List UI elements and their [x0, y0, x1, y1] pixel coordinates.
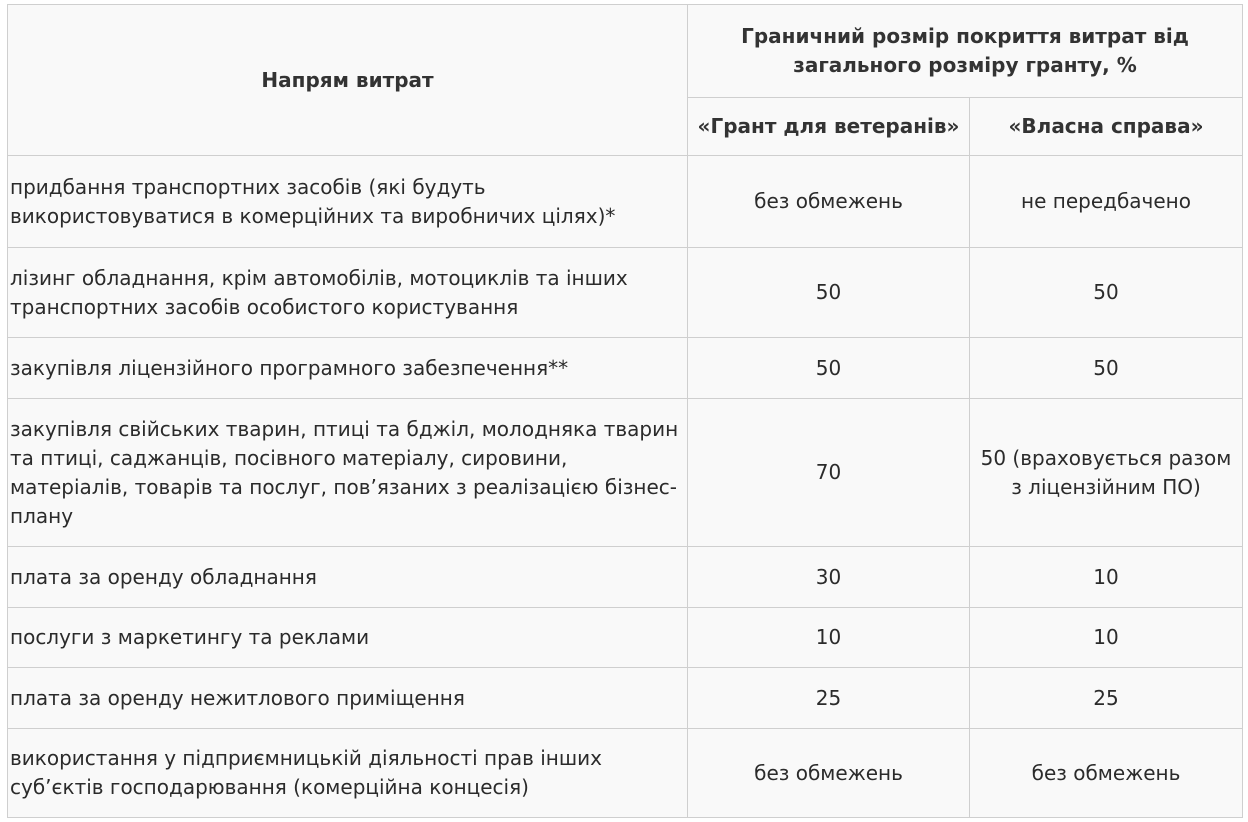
table-row [8, 547, 1243, 608]
expense-direction: придбання транспортних засобів (які будуть використовуватися в комерційних та виробничих цілях)* [8, 156, 688, 248]
header-direction: Напрям витрат [8, 5, 688, 156]
expense-direction: плата за оренду нежитлового приміщення [8, 668, 688, 729]
expense-direction: використання у підприємницькій діяльності прав інших суб’єктів господарювання (комерційна концесія) [8, 729, 688, 818]
header-program-veterans: «Грант для ветеранів» [688, 98, 970, 156]
veterans-limit: 10 [688, 608, 970, 668]
veterans-limit: 70 [688, 399, 970, 547]
table-row [8, 729, 1243, 818]
table-row [8, 399, 1243, 547]
own-business-limit: 25 [970, 668, 1243, 729]
header-program-own-business: «Власна справа» [970, 98, 1243, 156]
expense-direction: послуги з маркетингу та реклами [8, 608, 688, 668]
own-business-limit: 10 [970, 547, 1243, 608]
table-row [8, 248, 1243, 338]
veterans-limit: 50 [688, 338, 970, 399]
own-business-limit: 50 (враховується разом з ліцензійним ПО) [970, 399, 1243, 547]
header-limit: Граничний розмір покриття витрат від загального розміру гранту, % [688, 5, 1243, 98]
expense-direction: закупівля свійських тварин, птиці та бджіл, молодняка тварин та птиці, саджанців, посівного матеріалу, сировини, матеріалів, товарів та послуг, пов’язаних з реалізацією бізнес-плану [8, 399, 688, 547]
veterans-limit: без обмежень [688, 729, 970, 818]
grant-expenses-table [7, 4, 1243, 818]
table-row [8, 668, 1243, 729]
veterans-limit: 50 [688, 248, 970, 338]
expense-direction: плата за оренду обладнання [8, 547, 688, 608]
table-row [8, 156, 1243, 248]
own-business-limit: 50 [970, 248, 1243, 338]
own-business-limit: без обмежень [970, 729, 1243, 818]
table-row [8, 338, 1243, 399]
expense-direction: лізинг обладнання, крім автомобілів, мотоциклів та інших транспортних засобів особистого користування [8, 248, 688, 338]
own-business-limit: не передбачено [970, 156, 1243, 248]
veterans-limit: 25 [688, 668, 970, 729]
veterans-limit: без обмежень [688, 156, 970, 248]
expense-direction: закупівля ліцензійного програмного забезпечення** [8, 338, 688, 399]
table-row [8, 608, 1243, 668]
veterans-limit: 30 [688, 547, 970, 608]
own-business-limit: 10 [970, 608, 1243, 668]
own-business-limit: 50 [970, 338, 1243, 399]
